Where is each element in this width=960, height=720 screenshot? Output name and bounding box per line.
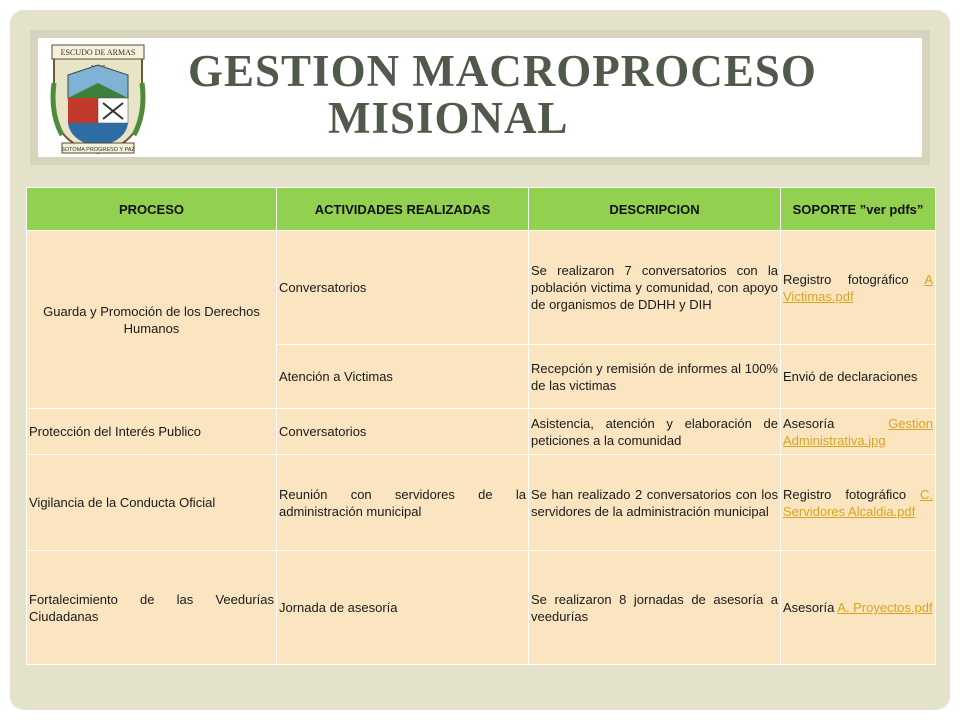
cell-actividad: Reunión con servidores de la administración municipal — [277, 455, 529, 551]
cell-proceso: Vigilancia de la Conducta Oficial — [27, 455, 277, 551]
soporte-link[interactable]: A Victimas.pdf — [783, 271, 933, 304]
cell-proceso: Fortalecimiento de las Veedurías Ciudadanas — [27, 551, 277, 665]
cell-actividad: Conversatorios — [277, 231, 529, 345]
coat-of-arms-logo — [48, 43, 148, 155]
header-soporte: SOPORTE ”ver pdfs” — [781, 188, 936, 231]
cell-soporte — [781, 231, 936, 345]
cell-soporte: Envió de declaraciones — [781, 345, 936, 409]
title-line-1: GESTION MACROPROCESO — [188, 46, 817, 96]
cell-descripcion: Se realizaron 8 jornadas de asesoría a veedurías — [529, 551, 781, 665]
cell-soporte — [781, 409, 936, 455]
cell-descripcion: Se han realizado 2 conversatorios con los servidores de la administración municipal — [529, 455, 781, 551]
header-proceso: PROCESO — [27, 188, 277, 231]
page-title — [188, 48, 908, 142]
soporte-text: Registro fotográfico — [783, 271, 925, 287]
soporte-link[interactable]: C. Servidores Alcaldia.pdf — [783, 486, 933, 519]
soporte-link[interactable]: Gestion Administrativa.jpg — [783, 415, 933, 448]
soporte-text: Asesoría — [783, 415, 889, 431]
cell-proceso: Protección del Interés Publico — [27, 409, 277, 455]
process-table — [26, 187, 936, 665]
cell-descripcion: Recepción y remisión de informes al 100% de las victimas — [529, 345, 781, 409]
cell-soporte — [781, 455, 936, 551]
cell-descripcion: Se realizaron 7 conversatorios con la población victima y comunidad, con apoyo de organismos de DDHH y DIH — [529, 231, 781, 345]
table-row — [27, 231, 936, 345]
table-header-row — [27, 188, 936, 231]
title-box — [30, 30, 930, 165]
title-line-2: MISIONAL — [328, 93, 569, 143]
soporte-text: Registro fotográfico — [783, 486, 920, 502]
cell-actividad: Jornada de asesoría — [277, 551, 529, 665]
cell-soporte — [781, 551, 936, 665]
cell-actividad: Conversatorios — [277, 409, 529, 455]
soporte-text: Asesoría — [783, 600, 838, 615]
cell-proceso: Guarda y Promoción de los Derechos Humanos — [27, 231, 277, 409]
table-row — [27, 409, 936, 455]
table-row — [27, 455, 936, 551]
cell-descripcion: Asistencia, atención y elaboración de peticiones a la comunidad — [529, 409, 781, 455]
soporte-link[interactable]: A. Proyectos.pdf — [837, 600, 933, 615]
svg-text:ESCUDO DE ARMAS: ESCUDO DE ARMAS — [60, 48, 136, 57]
svg-text:SOTOMA PROGRESO Y PAZ: SOTOMA PROGRESO Y PAZ — [61, 147, 135, 153]
header-actividades: ACTIVIDADES REALIZADAS — [277, 188, 529, 231]
header-descripcion: DESCRIPCION — [529, 188, 781, 231]
table-row — [27, 551, 936, 665]
cell-actividad: Atención a Victimas — [277, 345, 529, 409]
